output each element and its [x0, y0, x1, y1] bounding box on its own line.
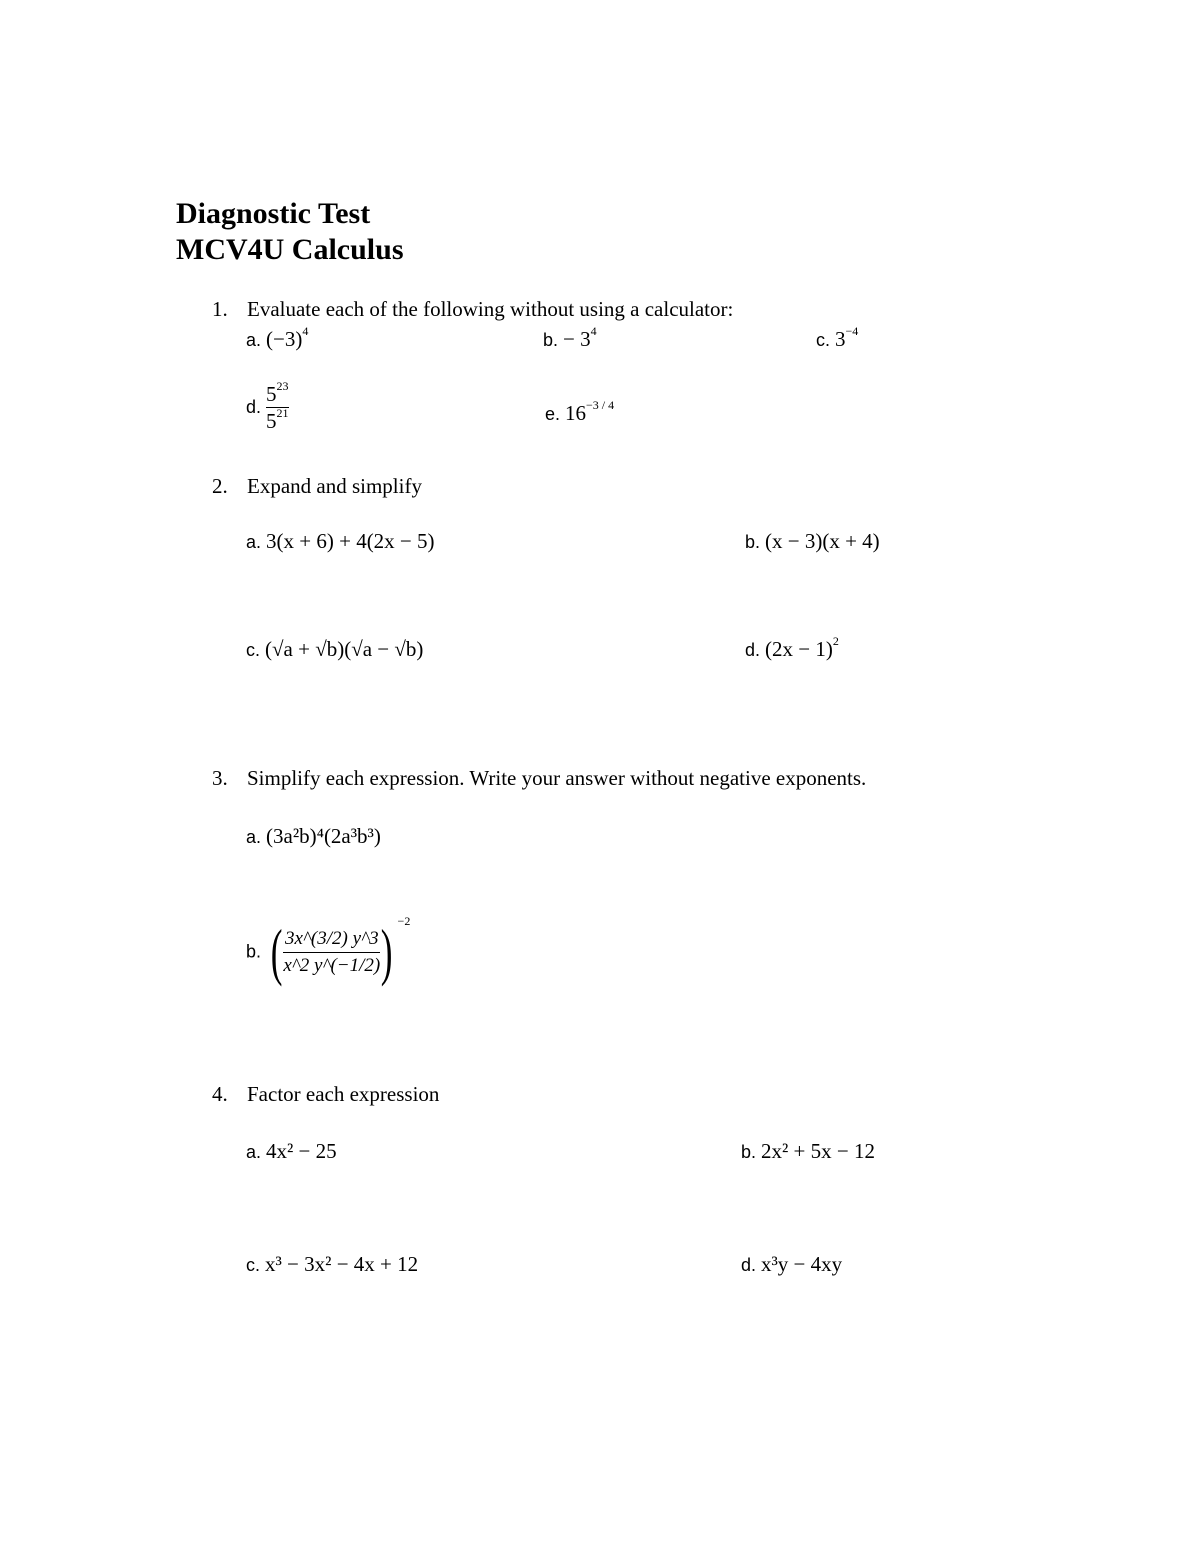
question-2-number: 2.	[212, 474, 228, 498]
q1-part-b: b. − $3^4$	[543, 324, 597, 351]
question-1-prompt: Evaluate each of the following without using a calculator:	[247, 297, 734, 321]
q1-part-d: d. $\frac{5^{23}}{5^{21}}$	[246, 379, 289, 433]
q2-part-d: d. $(2x - 1)^2$	[745, 634, 839, 661]
fraction-bar	[283, 952, 380, 953]
q1-part-c: c. $3^{-4}$	[816, 324, 859, 351]
left-paren: (	[270, 916, 283, 987]
q2-part-b: b. (x − 3)(x + 4)	[745, 529, 880, 553]
q1-part-e: e. $16^{-3 / 4}$	[545, 398, 615, 425]
q3-part-b: b. ( $\frac{3x\^{}(3/2) y\^{}3}{x\^{}2 y\^{}(-1/2)}$ ) $^{-2}$	[246, 913, 411, 987]
q3-part-a: a. (3a²b)⁴(2a³b³)	[246, 824, 381, 848]
title-line-1: Diagnostic Test	[176, 197, 371, 230]
q4-part-d: d. x³y − 4xy	[741, 1252, 843, 1276]
q2-part-a: a. 3(x + 6) + 4(2x − 5)	[246, 529, 435, 553]
question-3-prompt: Simplify each expression. Write your answer without negative exponents.	[247, 766, 867, 790]
question-2-prompt: Expand and simplify	[247, 474, 422, 498]
title-line-2: MCV4U Calculus	[176, 233, 404, 266]
fraction: $\frac{5^{23}}{5^{21}}$	[266, 379, 289, 433]
page-title	[176, 196, 404, 268]
fraction: $\frac{3x\^{}(3/2) y\^{}3}{x\^{}2 y\^{}(-1/2)}$	[283, 927, 381, 976]
question-4-number: 4.	[212, 1082, 228, 1106]
q4-part-b: b. 2x² + 5x − 12	[741, 1139, 875, 1163]
right-paren: )	[381, 916, 393, 987]
q4-part-c: c. x³ − 3x² − 4x + 12	[246, 1252, 419, 1276]
question-1-number: 1.	[212, 297, 228, 321]
q2-part-c: c. (√a + √b)(√a − √b)	[246, 637, 424, 661]
question-4-prompt: Factor each expression	[247, 1082, 440, 1106]
q1-part-a: a. $(-3)^4$	[246, 324, 309, 351]
question-3-number: 3.	[212, 766, 228, 790]
q4-part-a: a. 4x² − 25	[246, 1139, 337, 1163]
